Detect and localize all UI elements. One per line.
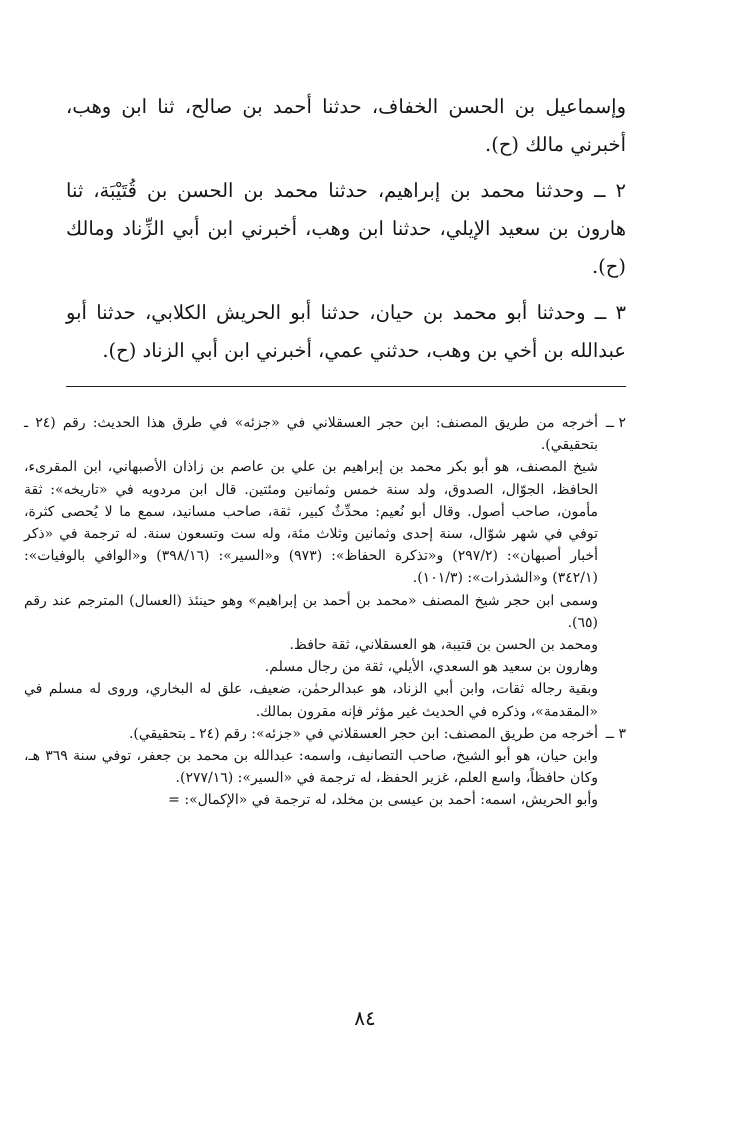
footnote-paragraph: وابن حيان، هو أبو الشيخ، صاحب التصانيف، واسمه: عبدالله بن محمد بن جعفر، توفي سنة ٣٦٩ هـ، وكان حافظاً، واسع العلم، غزير الحفظ، له ترجمة في «السير»: (٢٧٧/١٦). — [24, 748, 599, 787]
footnote-paragraph: وبقية رجاله ثقات، وابن أبي الزناد، هو عبدالرحمٰن، ضعيف، علق له البخاري، وروى له مسلم في «المقدمة»، وذكره في الحديث غير مؤثر فإنه مقرون بمالك. — [24, 681, 598, 720]
main-paragraph-2: ٢ ــ وحدثنا محمد بن إبراهيم، حدثنا محمد بن الحسن بن قُتَيْبَة، ثنا هارون بن سعيد الإيلي، حدثنا ابن وهب، أخبرني ابن أبي الزِّناد ومالك (ح). — [66, 179, 626, 278]
main-text — [66, 88, 626, 370]
footnote-number: ٣ ــ — [605, 725, 626, 742]
footnote-separator — [66, 386, 626, 387]
page-number: ٨٤ — [354, 1006, 376, 1030]
footnotes — [24, 412, 626, 812]
footnote-paragraph: أخرجه من طريق المصنف: ابن حجر العسقلاني في «جزئه» في طرق هذا الحديث: رقم (٢٤ ـ بتحقيقي). — [24, 415, 598, 454]
footnote-paragraph: وسمى ابن حجر شيخ المصنف «محمد بن أحمد بن إبراهيم» وهو حينئذ (العسال) المترجم عند رقم (٦٥). — [24, 592, 598, 631]
footnote-paragraph: أخرجه من طريق المصنف: ابن حجر العسقلاني في «جزئه»: رقم (٢٤ ـ بتحقيقي). — [128, 725, 598, 742]
footnote-2 — [24, 412, 626, 723]
footnote-paragraph: ومحمد بن الحسن بن قتيبة، هو العسقلاني، ثقة حافظ. — [289, 637, 598, 654]
main-paragraph-1: وإسماعيل بن الحسن الخفاف، حدثنا أحمد بن صالح، ثنا ابن وهب، أخبرني مالك (ح). — [66, 95, 626, 156]
footnote-paragraph: وهارون بن سعيد هو السعدي، الأيلي، ثقة من رجال مسلم. — [264, 659, 598, 676]
footnote-3 — [24, 723, 626, 812]
footnote-paragraph: شيخ المصنف، هو أبو بكر محمد بن إبراهيم بن علي بن عاصم بن زاذان الأصبهاني، ابن المقرىء، الحافظ، الجوّال، الصدوق، ولد سنة خمس وثمانين ومئتين. قال ابن مردويه في «تاريخه»: ثقة مأمون، صاحب أصول. وقال أبو نُعيم: محدِّثٌ كبير، ثقة، صاحب مسانيد، سمع ما لا يُحصى كثرة، توفي في شهر شوّال، سنة إحدى وثمانين وثلاث مئة، وله ست وتسعون سنة. له ترجمة في «ذكر أخبار أصبهان»: (٢٩٧/٢) و«تذكرة الحفاظ»: (٩٧٣) و«السير»: (٣٩٨/١٦) و«الوافي بالوفيات»: (٣٤٢/١) و«الشذرات»: (١٠١/٣). — [24, 459, 599, 587]
footnote-number: ٢ ــ — [605, 415, 626, 431]
main-paragraph-3: ٣ ــ وحدثنا أبو محمد بن حيان، حدثنا أبو الحريش الكلابي، حدثنا أبو عبدالله بن أخي بن وهب، حدثني عمي، أخبرني ابن أبي الزناد (ح). — [66, 301, 626, 362]
footnote-paragraph: وأبو الحريش، اسمه: أحمد بن عيسى بن مخلد، له ترجمة في «الإكمال»: = — [168, 792, 598, 809]
